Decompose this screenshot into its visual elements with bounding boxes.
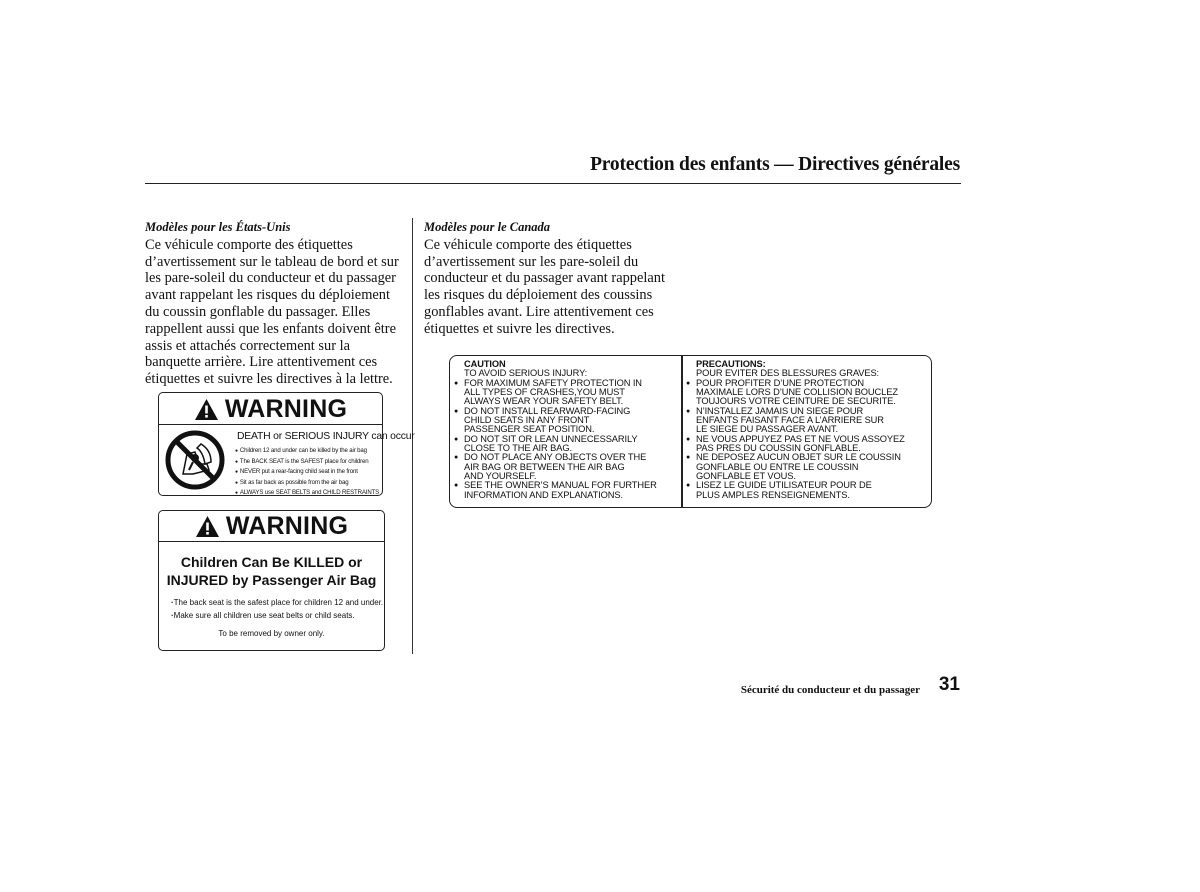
warning-heading-text: WARNING	[225, 512, 349, 540]
footer-section-title: Sécurité du conducteur et du passager	[740, 684, 920, 696]
no-rear-facing-child-seat-icon	[165, 430, 225, 490]
warning-items	[171, 597, 383, 622]
warning-heading-rule	[159, 541, 384, 542]
canada-models-section	[424, 219, 674, 338]
warning-item: · Make sure all children use seat belts or child seats.	[171, 610, 383, 623]
warning-headline	[159, 553, 384, 589]
caution-english-panel	[454, 360, 657, 500]
precautions-item: ● N’INSTALLEZ JAMAIS UN SIEGE POUR ENFANTS FAISANT FACE A L’ARRIERE SUR LE SIEGE DU PASSAGER AVANT.	[686, 407, 905, 435]
alert-triangle-icon	[194, 398, 219, 421]
caution-subtitle: TO AVOID SERIOUS INJURY:	[464, 368, 588, 379]
canada-models-body: Ce véhicule comporte des étiquettes d’avertissement sur les pare-soleil du conducteur et du passager avant rappelant les risques du déploiement des coussins gonflables avant. Lire attentivement ces étiquettes et suivre les directives.	[424, 236, 665, 337]
airbag-warning-label-dashboard	[158, 392, 415, 496]
precautions-item: ● POUR PROFITER D’UNE PROTECTION MAXIMALE LORS D’UNE COLLISION BOUCLEZ TOUJOURS VOTRE CEINTURE DE SECURITE.	[686, 379, 905, 407]
caution-title: CAUTION	[464, 359, 506, 369]
canada-models-subtitle: Modèles pour le Canada	[424, 220, 551, 234]
page-title: Protection des enfants — Directives générales	[590, 154, 960, 175]
precautions-items	[686, 379, 905, 500]
airbag-warning-label-sunvisor	[158, 510, 385, 651]
precautions-item: ● NE DEPOSEZ AUCUN OBJET SUR LE COUSSIN GONFLABLE OU ENTRE LE COUSSIN GONFLABLE ET VOUS.	[686, 453, 905, 481]
caution-item: ● FOR MAXIMUM SAFETY PROTECTION IN ALL TYPES OF CRASHES,YOU MUST ALWAYS WEAR YOUR SAFETY BELT.	[454, 379, 657, 407]
precautions-subtitle: POUR EVITER DES BLESSURES GRAVES:	[696, 368, 880, 379]
caution-label-divider	[681, 356, 683, 507]
header-rule	[145, 183, 961, 184]
us-models-subtitle: Modèles pour les États-Unis	[145, 220, 291, 234]
warning-item: · The back seat is the safest place for children 12 and under.	[171, 597, 383, 610]
warning-item: ● NEVER put a rear-facing child seat in the front	[235, 467, 379, 478]
caution-item: ● DO NOT SIT OR LEAN UNNECESSARILY CLOSE TO THE AIR BAG.	[454, 435, 657, 454]
caution-item: ● SEE THE OWNER’S MANUAL FOR FURTHER INFORMATION AND EXPLANATIONS.	[454, 481, 657, 500]
warning-item: ● Children 12 and under can be killed by the air bag	[235, 446, 379, 457]
alert-triangle-icon	[195, 515, 220, 538]
warning-headline-line: INJURED by Passenger Air Bag	[166, 572, 377, 588]
caution-french-panel	[686, 360, 905, 500]
page-number: 31	[938, 674, 960, 695]
us-models-section	[145, 219, 403, 388]
caution-item: ● DO NOT INSTALL REARWARD-FACING CHILD SEATS IN ANY FRONT PASSENGER SEAT POSITION.	[454, 407, 657, 435]
precautions-title: PRECAUTIONS:	[696, 359, 766, 369]
warning-item: ● The BACK SEAT is the SAFEST place for children	[235, 457, 379, 468]
caution-items	[454, 379, 657, 500]
warning-heading-rule	[159, 424, 382, 425]
warning-item: ● Sit as far back as possible from the air bag	[235, 478, 379, 489]
warning-item: ● ALWAYS use SEAT BELTS and CHILD RESTRAINTS	[235, 488, 379, 499]
precautions-item: ● NE VOUS APPUYEZ PAS ET NE VOUS ASSOYEZ PAS PRES DU COUSSIN GONFLABLE.	[686, 435, 905, 454]
warning-note: To be removed by owner only.	[218, 629, 325, 638]
warning-headline-line: Children Can Be KILLED or	[180, 554, 363, 570]
warning-heading-text: WARNING	[224, 394, 348, 423]
warning-items	[235, 446, 379, 499]
warning-heading	[161, 514, 382, 539]
warning-headline: DEATH or SERIOUS INJURY can occur	[237, 431, 415, 442]
canada-caution-label	[449, 355, 932, 508]
warning-heading	[161, 394, 380, 423]
us-models-body: Ce véhicule comporte des étiquettes d’avertissement sur le tableau de bord et sur les pare-soleil du conducteur et du passager avant rappelant les risques du déploiement du coussin gonflable du passager. Elles rappellent aussi que les enfants doivent être assis et attachés correctement sur la banquette arrière. Lire attentivement ces étiquettes et suivre les directives à la lettre.	[145, 236, 399, 388]
precautions-item: ● LISEZ LE GUIDE UTILISATEUR POUR DE PLUS AMPLES RENSEIGNEMENTS.	[686, 481, 905, 500]
caution-item: ● DO NOT PLACE ANY OBJECTS OVER THE AIR BAG OR BETWEEN THE AIR BAG AND YOURSELF.	[454, 453, 657, 481]
